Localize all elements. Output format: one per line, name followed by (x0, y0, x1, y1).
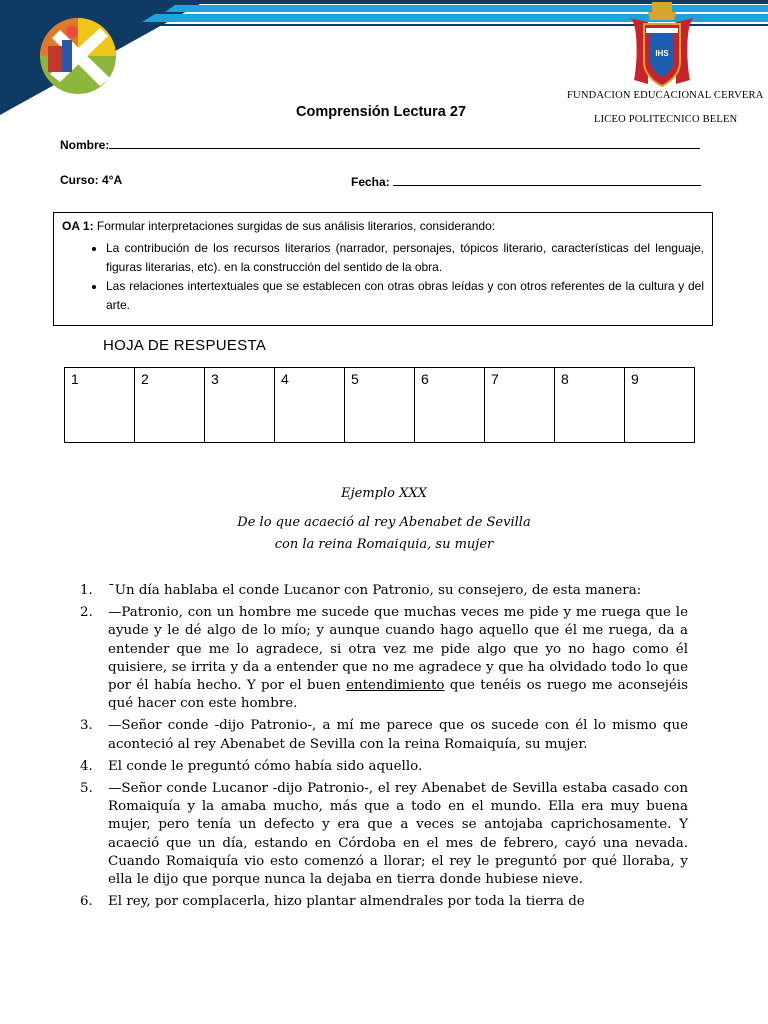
answer-sheet-title: HOJA DE RESPUESTA (103, 337, 267, 354)
paragraph-number: 4. (80, 758, 93, 774)
crest-text: IHS (655, 49, 669, 58)
objective-list (62, 239, 704, 315)
objective-label: OA 1: (62, 219, 94, 233)
story-paragraph (76, 758, 688, 776)
answer-row (65, 368, 695, 443)
school-logo (38, 16, 118, 96)
paragraph-text: —Patronio, con un hombre me sucede que muchas veces me pide y me ruega que le ayude y le dé algo de lo mío; y aunque cuando hago aquello que él me ruega, da a entender que me lo agradece, si otra vez me pide algo que yo no hago como él quisiere, se irrita y da a entender que no me agradece y que ha olvidado todo lo que por él había hecho. Y por el buen (108, 605, 688, 694)
date-field[interactable] (393, 173, 701, 186)
underlined-word: entendimiento (346, 678, 445, 694)
story-paragraph (76, 604, 688, 713)
name-label: Nombre: (60, 138, 110, 152)
objective-bullet: • La contribución de los recursos literarios (narrador, personajes, tópicos literario, características del lenguaje, figuras literarias, etc). en la construcción del sentido de la obra. (106, 239, 704, 277)
story-title-line-2: con la reina Romaiquia, su mujer (274, 537, 494, 552)
course-label: Curso: 4°A (60, 173, 123, 187)
answer-cell-6[interactable]: 6 (415, 368, 485, 443)
answer-cell-1[interactable]: 1 (65, 368, 135, 443)
story-paragraph (76, 717, 688, 753)
school-name: LICEO POLITECNICO BELEN (594, 114, 738, 125)
paragraph-text-end: que tenéis os ruego me aconsejéis qué hacer con este hombre. (108, 678, 688, 712)
story-title-line-1: De lo que acaeció al rey Abenabet de Sevilla (237, 515, 531, 530)
answer-cell-8[interactable]: 8 (555, 368, 625, 443)
school-crest (628, 0, 696, 90)
story-paragraphs (76, 582, 688, 915)
paragraph-number: 5. (80, 781, 93, 797)
paragraph-number: 1. (80, 583, 93, 598)
name-row (60, 136, 700, 152)
answer-cell-7[interactable]: 7 (485, 368, 555, 443)
organization-name: FUNDACION EDUCACIONAL CERVERA (567, 90, 764, 101)
date-row (351, 173, 701, 189)
answer-cell-5[interactable]: 5 (345, 368, 415, 443)
objective-text: Formular interpretaciones surgidas de sus análisis literarios, considerando: (93, 219, 496, 233)
paragraph-number: 3. (80, 718, 93, 734)
answer-table (64, 367, 695, 443)
paragraph-number: 6. (80, 894, 93, 910)
answer-cell-9[interactable]: 9 (625, 368, 695, 443)
learning-objective-box (53, 212, 713, 326)
objective-bullet: • Las relaciones intertextuales que se establecen con otras obras leídas y con otros referentes de la cultura y del arte. (106, 277, 704, 315)
story-paragraph (76, 780, 688, 889)
course-row (60, 173, 122, 187)
answer-cell-2[interactable]: 2 (135, 368, 205, 443)
story-example-label: Ejemplo XXX (341, 486, 427, 501)
paragraph-text: El conde le preguntó cómo había sido aquello. (108, 758, 423, 774)
answer-cell-4[interactable]: 4 (275, 368, 345, 443)
paragraph-text: —Señor conde -dijo Patronio-, a mí me parece que os sucede con él lo mismo que aconteció al rey Abenabet de Sevilla con la reina Romaiquía, su mujer. (108, 718, 688, 752)
document-title: Comprensión Lectura 27 (296, 104, 467, 120)
objective-intro (62, 217, 704, 236)
date-label: Fecha: (351, 175, 390, 189)
paragraph-number: 2. (80, 605, 93, 621)
story-paragraph (76, 893, 688, 911)
name-field[interactable] (109, 136, 700, 149)
story-paragraph (76, 582, 688, 600)
paragraph-text: El rey, por complacerla, hizo plantar almendrales por toda la tierra de (108, 894, 585, 910)
paragraph-text: ¯Un día hablaba el conde Lucanor con Patronio, su consejero, de esta manera: (108, 583, 642, 598)
answer-cell-3[interactable]: 3 (205, 368, 275, 443)
paragraph-text: —Señor conde Lucanor -dijo Patronio-, el rey Abenabet de Sevilla estaba casado con Romaiquía y la amaba mucho, más que a todo en el mundo. Ella era muy buena mujer, pero tenía un defecto y era que a veces se antojaba caprichosamente. Y acaeció que un día, estando en Córdoba en el mes de febrero, cayó una nevada. Cuando Romaiquía vio esto comenzó a llorar; el rey le preguntó por qué lloraba, y ella le dijo que porque nunca la dejaba en tierra donde hubiese nieve. (108, 781, 688, 888)
